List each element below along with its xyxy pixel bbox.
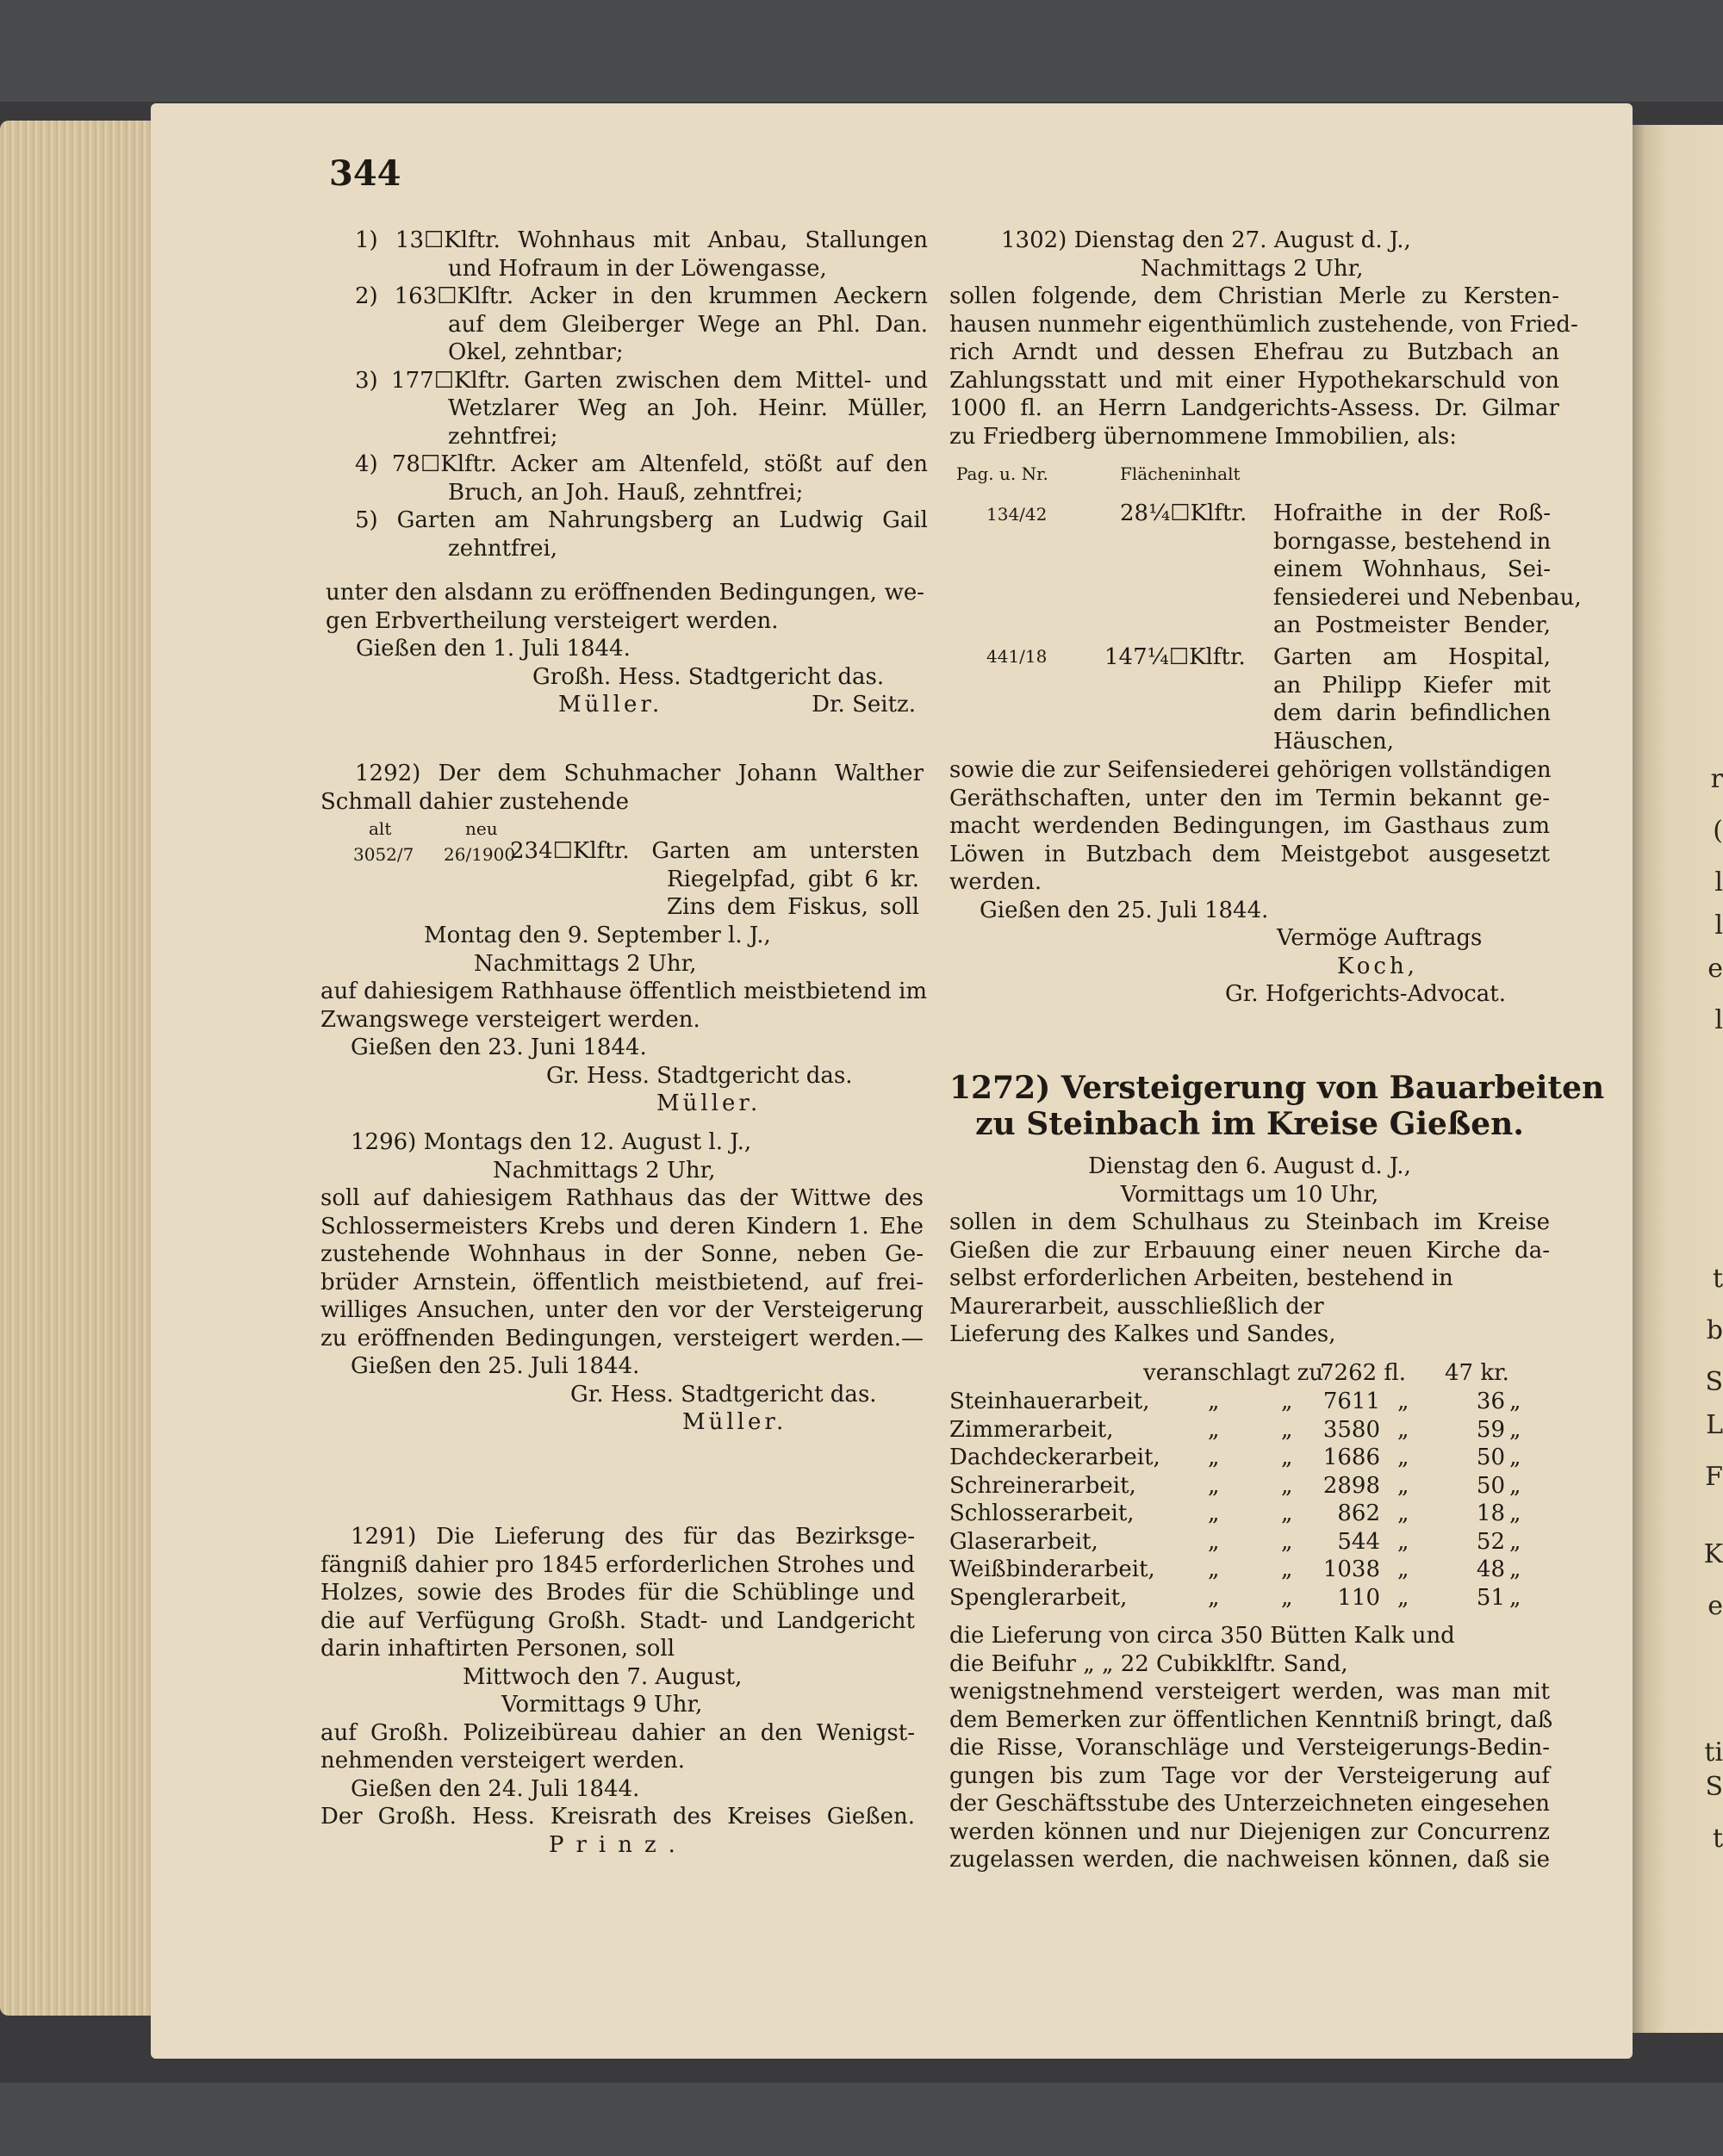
body-line: selbst erforderlichen Arbeiten, bestehend in: [949, 1265, 1453, 1291]
sign-line: Vermöge Auftrags: [1277, 925, 1483, 951]
date-line: 1296) Montags den 12. August l. J.,: [351, 1129, 752, 1155]
item-ref: 441/18: [986, 646, 1048, 667]
list-item-line: auf dem Gleiberger Wege an Phl. Dan.: [448, 311, 928, 338]
ditto-mark: „: [1509, 1501, 1521, 1526]
ditto-mark: „: [1208, 1584, 1220, 1611]
body-line: dem Bemerken zur öffentlichen Kenntniß bringt, daß: [949, 1706, 1553, 1733]
notice-1292-entry: [510, 837, 919, 922]
supply-line: die Beifuhr „ „ 22 Cubikklftr. Sand,: [949, 1650, 1348, 1677]
notice-1292-body: [320, 922, 928, 1118]
cost-fl: 2898: [1322, 1472, 1380, 1499]
notice-1296: [320, 1128, 924, 1437]
place-date: Gießen den 23. Juni 1844.: [351, 1035, 647, 1060]
notice-line: 1292) Der dem Schuhmacher Johann Walther: [355, 761, 924, 786]
col-label-alt: alt: [369, 818, 392, 839]
list-item-line: Bruch, an Joh. Hauß, zehntfrei;: [448, 479, 804, 506]
edge-fragment: e: [1707, 954, 1723, 984]
notice-line: Schmall dahier zustehende: [320, 788, 629, 815]
list-item-line: Wetzlarer Weg an Joh. Heinr. Müller,: [448, 395, 928, 421]
ditto-mark: „: [1281, 1556, 1293, 1582]
col-label-neu: neu: [465, 818, 498, 839]
table-header-area: Flächeninhalt: [1120, 463, 1241, 484]
edge-fragment: b: [1706, 1315, 1723, 1345]
body-line: darin inhaftirten Personen, soll: [320, 1636, 675, 1662]
edge-fragment: F: [1705, 1462, 1723, 1492]
edge-fragment: t: [1712, 1824, 1723, 1854]
ditto-mark: „: [1509, 1389, 1521, 1414]
cost-kr: 50: [1476, 1445, 1505, 1470]
notice-1272: [949, 1153, 1550, 1349]
cost-row: [949, 1472, 1550, 1500]
date-line: 1302) Dienstag den 27. August d. J.,: [1001, 227, 1411, 253]
cost-kr: 18: [1476, 1501, 1505, 1526]
cost-kr: 48: [1476, 1556, 1505, 1582]
edge-fragment: e: [1707, 1591, 1723, 1621]
date-line: Dienstag den 6. August d. J.,: [1088, 1153, 1411, 1179]
work-type: Steinhauerarbeit,: [949, 1389, 1150, 1414]
desc-line: einem Wohnhaus, Sei-: [1273, 556, 1551, 582]
edge-fragment: l: [1714, 910, 1723, 941]
date-line: Nachmittags 2 Uhr,: [1141, 255, 1364, 282]
date-line: Vormittags 9 Uhr,: [501, 1692, 703, 1718]
ditto-mark: „: [1208, 1416, 1220, 1443]
item-desc: [1273, 500, 1582, 640]
entry-line: Zins dem Fiskus, soll: [667, 894, 919, 920]
cost-fl: 544: [1337, 1528, 1380, 1555]
cost-kr: 50: [1476, 1472, 1505, 1499]
cost-fl: 1038: [1322, 1556, 1380, 1582]
sign-line: Gr. Hofgerichts-Advocat.: [1225, 981, 1507, 1007]
body-line: williges Ansuchen, unter den vor der Versteigerung: [320, 1297, 924, 1323]
notice-1291: [320, 1523, 915, 1859]
list-item-line: Okel, zehntbar;: [448, 339, 624, 365]
body-line: nehmenden versteigert werden.: [320, 1748, 685, 1774]
edge-fragment: l: [1714, 1005, 1723, 1035]
notice-1292: [320, 760, 924, 816]
ditto-mark: „: [1208, 1556, 1220, 1582]
place-date: Gießen den 25. Juli 1844.: [351, 1353, 640, 1379]
signer: Müller.: [558, 692, 663, 718]
body-line: Geräthschaften, unter den im Termin bekannt ge-: [949, 785, 1550, 811]
notice-1302: [949, 227, 1578, 450]
item-ref: 134/42: [986, 504, 1048, 525]
item-area: 28¼☐Klftr.: [1120, 500, 1247, 526]
title-line: 1272) Versteigerung von Bauarbeiten: [949, 1070, 1605, 1106]
work-type: Spenglerarbeit,: [949, 1584, 1128, 1611]
ditto-mark: „: [1281, 1528, 1293, 1555]
body-line: macht werdenden Bedingungen, im Gasthaus zum: [949, 813, 1550, 839]
edge-fragment: K: [1703, 1539, 1723, 1569]
desc-line: Häuschen,: [1273, 728, 1394, 755]
item-area: 147¼☐Klftr.: [1104, 644, 1246, 670]
work-type: Zimmerarbeit,: [949, 1416, 1114, 1443]
cost-kr: 51: [1476, 1584, 1505, 1611]
left-column: [320, 227, 928, 562]
list-item-line: zehntfrei,: [448, 535, 558, 562]
body-line: gungen bis zum Tage vor der Versteigerung auf: [949, 1762, 1550, 1789]
notice-1302-body2: [949, 756, 1550, 1009]
ditto-mark: „: [1509, 1528, 1521, 1555]
notice-1272-body: [949, 1622, 1553, 1874]
list-item-line: 5) Garten am Nahrungsberg an Ludwig Gail: [355, 507, 928, 533]
ditto-mark: „: [1509, 1416, 1521, 1443]
body-line: der Geschäftsstube des Unterzeichneten eingesehen: [949, 1791, 1550, 1817]
body-line: Lieferung des Kalkes und Sandes,: [949, 1321, 1336, 1347]
body-line: Schlossermeisters Krebs und deren Kindern 1. Ehe: [320, 1213, 924, 1240]
cost-fl: 110: [1337, 1584, 1380, 1611]
body-line: werden können und nur Diejenigen zur Concurrenz: [949, 1818, 1550, 1845]
ditto-mark: „: [1281, 1501, 1293, 1526]
ditto-mark: „: [1509, 1445, 1521, 1470]
cost-label: veranschlagt zu: [1143, 1360, 1324, 1386]
ditto-mark: „: [1397, 1528, 1409, 1555]
cost-fl: 862: [1337, 1501, 1380, 1526]
body-line: fängniß dahier pro 1845 erforderlichen Strohes und: [320, 1551, 915, 1578]
body-line: Zahlungsstatt und mit einer Hypothekarschuld von: [949, 367, 1559, 394]
place-date: Gießen den 1. Juli 1844.: [356, 636, 631, 662]
entry-line: 234☐Klftr. Garten am untersten: [510, 838, 919, 864]
body-line: brüder Arnstein, öffentlich meistbietend, auf frei-: [320, 1269, 924, 1295]
ref-alt: 3052/7: [353, 844, 414, 865]
conditions-line: unter den alsdann zu eröffnenden Bedingungen, we-: [326, 580, 924, 606]
cost-row: [949, 1556, 1550, 1583]
cost-kr: 59: [1476, 1416, 1505, 1443]
list-item-line: 4) 78☐Klftr. Acker am Altenfeld, stößt auf den: [355, 451, 928, 477]
ditto-mark: „: [1281, 1472, 1293, 1499]
body-line: zu Friedberg übernommene Immobilien, als:: [949, 423, 1457, 450]
list-item-line: 1) 13☐Klftr. Wohnhaus mit Anbau, Stallungen: [355, 227, 928, 253]
desc-line: fensiederei und Nebenbau,: [1273, 584, 1582, 611]
supply-line: die Lieferung von circa 350 Bütten Kalk und: [949, 1623, 1455, 1649]
cost-fl: 1686: [1322, 1445, 1380, 1470]
authority: Der Großh. Hess. Kreisrath des Kreises Gießen.: [320, 1804, 915, 1830]
cost-kr: 52: [1476, 1528, 1505, 1555]
body-line: zu eröffnenden Bedingungen, versteigert werden.—: [320, 1325, 924, 1351]
desc-line: borngasse, bestehend in: [1273, 528, 1552, 555]
signer: Müller.: [656, 1090, 762, 1116]
body-line: auf dahiesigem Rathhause öffentlich meistbietend im: [320, 979, 928, 1004]
ditto-mark: „: [1397, 1416, 1409, 1443]
body-line: Gießen die zur Erbauung einer neuen Kirche da-: [949, 1237, 1550, 1264]
ditto-mark: „: [1509, 1556, 1521, 1582]
edge-fragment: r: [1710, 764, 1723, 794]
adjacent-page-edge: [1633, 125, 1723, 2033]
edge-fragment: S: [1705, 1772, 1723, 1802]
cost-row: [949, 1500, 1550, 1527]
body-line: die auf Verfügung Großh. Stadt- und Landgericht: [320, 1607, 915, 1634]
date-line: Mittwoch den 7. August,: [463, 1663, 743, 1690]
entry-line: Riegelpfad, gibt 6 kr.: [667, 866, 919, 892]
ditto-mark: „: [1397, 1389, 1409, 1414]
cost-row: [949, 1528, 1550, 1556]
desc-line: Garten am Hospital,: [1273, 644, 1551, 670]
ditto-mark: „: [1281, 1584, 1293, 1611]
court-name: Gr. Hess. Stadtgericht das.: [570, 1381, 877, 1407]
conditions-line: gen Erbvertheilung versteigert werden.: [326, 607, 779, 634]
body-line: auf Großh. Polizeibüreau dahier an den Wenigst-: [320, 1719, 915, 1746]
body-line: werden.: [949, 869, 1042, 895]
cost-fl: 3580: [1322, 1416, 1380, 1443]
work-type: Dachdeckerarbeit,: [949, 1445, 1160, 1470]
edge-fragment: L: [1706, 1410, 1723, 1440]
date-line: Nachmittags 2 Uhr,: [474, 950, 697, 977]
list-item-line: 3) 177☐Klftr. Garten zwischen dem Mittel- und: [355, 367, 928, 394]
ditto-mark: „: [1397, 1556, 1409, 1582]
edge-fragment: S: [1705, 1367, 1723, 1397]
ditto-mark: „: [1281, 1416, 1293, 1443]
body-line: soll auf dahiesigem Rathhaus das der Wittwe des: [320, 1185, 924, 1211]
edge-fragment: t: [1712, 1264, 1723, 1294]
work-type: Schreinerarbeit,: [949, 1472, 1136, 1499]
sign-line: Koch,: [1337, 953, 1418, 979]
body-line: sowie die zur Seifensiederei gehörigen vollständigen: [949, 757, 1552, 783]
cost-row: [949, 1416, 1550, 1444]
place-date: Gießen den 25. Juli 1844.: [980, 897, 1269, 923]
work-type: Glaserarbeit,: [949, 1528, 1098, 1555]
signer: Prinz.: [549, 1831, 687, 1858]
signer: Müller.: [682, 1409, 787, 1435]
date-line: Vormittags um 10 Uhr,: [1120, 1181, 1379, 1208]
body-line: Maurerarbeit, ausschließlich der: [949, 1293, 1324, 1320]
body-line: die Risse, Voranschläge und Versteigerungs-Bedin-: [949, 1735, 1550, 1761]
list-item-line: 2) 163☐Klftr. Acker in den krummen Aeckern: [355, 283, 928, 309]
body-line: 1000 fl. an Herrn Landgerichts-Assess. Dr. Gilmar: [949, 395, 1559, 421]
cost-row: [949, 1584, 1550, 1612]
notice-1272-title: [949, 1070, 1605, 1142]
ditto-mark: „: [1281, 1445, 1293, 1470]
list-item-line: und Hofraum in der Löwengasse,: [448, 255, 827, 282]
body-line: zugelassen werden, die nachweisen können, daß sie: [949, 1847, 1550, 1873]
ditto-mark: „: [1509, 1472, 1521, 1499]
edge-fragment: l: [1714, 867, 1723, 898]
body-line: hausen nunmehr eigenthümlich zustehende, von Fried-: [949, 311, 1578, 338]
ditto-mark: „: [1397, 1584, 1409, 1611]
cost-kr: 47 kr.: [1445, 1360, 1509, 1386]
signer: Dr. Seitz.: [812, 692, 916, 718]
court-name: Gr. Hess. Stadtgericht das.: [546, 1062, 853, 1089]
notice-1-closing: [326, 579, 924, 719]
cost-row: [949, 1444, 1550, 1471]
body-line: 1291) Die Lieferung des für das Bezirksge-: [351, 1524, 915, 1550]
page-edges: [0, 121, 164, 2016]
place-date: Gießen den 24. Juli 1844.: [351, 1775, 640, 1802]
cost-kr: 36: [1476, 1389, 1505, 1414]
list-item-line: zehntfrei;: [448, 423, 558, 450]
ref-neu: 26/1900: [444, 844, 516, 865]
ditto-mark: „: [1208, 1445, 1220, 1470]
ditto-mark: „: [1397, 1472, 1409, 1499]
work-type: Schlosserarbeit,: [949, 1501, 1135, 1526]
body-line: zustehende Wohnhaus in der Sonne, neben Ge-: [320, 1241, 924, 1267]
page-number: 344: [329, 153, 401, 194]
ditto-mark: „: [1397, 1445, 1409, 1470]
cost-row: [949, 1388, 1550, 1415]
court-name: Großh. Hess. Stadtgericht das.: [532, 663, 885, 690]
ditto-mark: „: [1208, 1389, 1220, 1414]
body-line: Zwangswege versteigert werden.: [320, 1006, 700, 1033]
ditto-mark: „: [1509, 1584, 1521, 1611]
body-line: rich Arndt und dessen Ehefrau zu Butzbach an: [949, 339, 1559, 365]
date-line: Montag den 9. September l. J.,: [424, 923, 771, 948]
body-line: Holzes, sowie des Brodes für die Schüblinge und: [320, 1580, 915, 1606]
cost-fl: 7611: [1322, 1389, 1380, 1414]
desc-line: Hofraithe in der Roß-: [1273, 500, 1551, 526]
table-header-ref: Pag. u. Nr.: [956, 463, 1048, 484]
edge-fragment: (: [1713, 816, 1723, 846]
ditto-mark: „: [1208, 1528, 1220, 1555]
date-line: Nachmittags 2 Uhr,: [493, 1157, 716, 1184]
item-desc: [1273, 643, 1551, 755]
cost-fl: 7262 fl.: [1320, 1360, 1407, 1386]
body-line: wenigstnehmend versteigert werden, was man mit: [949, 1679, 1550, 1705]
work-type: Weißbinderarbeit,: [949, 1556, 1155, 1582]
ditto-mark: „: [1281, 1389, 1293, 1414]
edge-fragment: ti: [1704, 1737, 1723, 1768]
desc-line: dem darin befindlichen: [1273, 700, 1551, 726]
ditto-mark: „: [1397, 1501, 1409, 1526]
body-line: Löwen in Butzbach dem Meistgebot ausgesetzt: [949, 841, 1550, 867]
body-line: sollen folgende, dem Christian Merle zu Kersten-: [949, 283, 1559, 309]
desc-line: an Philipp Kiefer mit: [1273, 672, 1551, 699]
body-line: sollen in dem Schulhaus zu Steinbach im Kreise: [949, 1209, 1550, 1235]
ditto-mark: „: [1208, 1472, 1220, 1499]
ditto-mark: „: [1208, 1501, 1220, 1526]
desc-line: an Postmeister Bender,: [1273, 612, 1551, 638]
title-line: zu Steinbach im Kreise Gießen.: [975, 1106, 1524, 1142]
property-list: [320, 227, 928, 562]
